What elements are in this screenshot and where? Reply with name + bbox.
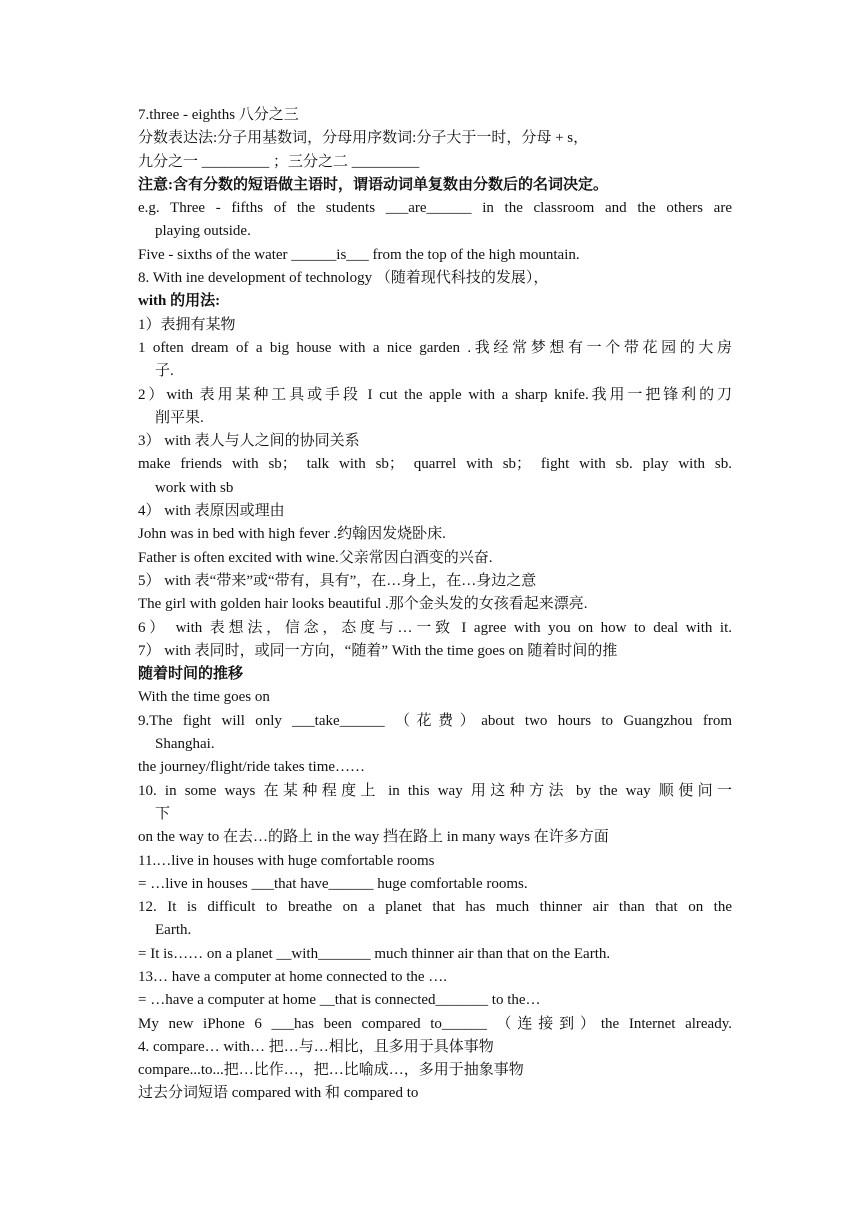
- text-line: compare...to...把…比作…，把…比喻成…，多用于抽象事物: [138, 1062, 524, 1079]
- text-line: 7.three - eighths 八分之三: [138, 107, 299, 123]
- text-line: on the way to 在去…的路上 in the way 挡在路上 in many ways 在许多方面: [138, 829, 609, 846]
- text-line: 11.…live in houses with huge comfortable rooms: [138, 852, 435, 869]
- text-line: 子.: [155, 363, 174, 380]
- text-line: make friends with sb； talk with sb； quarrel with sb； fight with sb. play with sb.: [138, 456, 732, 473]
- text-line: 13… have a computer at home connected to the ….: [138, 968, 448, 985]
- text-line: 削平果.: [155, 409, 204, 426]
- text-line: = It is…… on a planet __with_______ much thinner air than that on the Earth.: [138, 945, 611, 962]
- text-line: Five - sixths of the water ______is___ from the top of the high mountain.: [138, 246, 580, 263]
- text-line: 随着时间的推移: [138, 666, 244, 683]
- text-line: 下: [155, 805, 171, 822]
- text-line: work with sb: [155, 479, 234, 496]
- text-line: Father is often excited with wine.父亲常因白酒变的兴奋.: [138, 549, 493, 566]
- text-line: The girl with golden hair looks beautiful .那个金头发的女孩看起来漂亮.: [138, 596, 588, 613]
- text-line: = …have a computer at home __that is connected_______ to the…: [138, 992, 541, 1009]
- text-line: Shanghai.: [155, 736, 215, 753]
- text-line: 7） with 表同时，或同一方向，“随着” With the time goes on 随着时间的推: [138, 642, 618, 659]
- text-line: 2）with 表用某种工具或手段 I cut the apple with a sharp knife.我用一把锋利的刀: [138, 386, 732, 403]
- text-line: 3） with 表人与人之间的协同关系: [138, 433, 360, 450]
- text-line: Earth.: [155, 922, 192, 939]
- text-line: 注意:含有分数的短语做主语时，谓语动词单复数由分数后的名词决定。: [138, 176, 608, 193]
- text-line: 1 often dream of a big house with a nice garden .我经常梦想有一个带花园的大房: [138, 339, 732, 356]
- text-line: the journey/flight/ride takes time……: [138, 759, 366, 776]
- text-line: 过去分词短语 compared with 和 compared to: [138, 1085, 419, 1102]
- text-line: John was in bed with high fever .约翰因发烧卧床.: [138, 526, 446, 543]
- text-line: 分数表达法:分子用基数词，分母用序数词:分子大于一时，分母 + s，: [138, 130, 589, 147]
- text-line: e.g. Three - fifths of the students ___are______ in the classroom and the others are: [138, 200, 732, 217]
- text-line: 4. compare… with… 把…与…相比，且多用于具体事物: [138, 1038, 494, 1055]
- text-line: 9.The fight will only ___take______ （花费）about two hours to Guangzhou from: [138, 712, 732, 729]
- document-page: [138, 104, 732, 1106]
- text-line: = …live in houses ___that have______ huge comfortable rooms.: [138, 875, 528, 892]
- text-line: with 的用法:: [138, 293, 221, 310]
- text-line: playing outside.: [155, 223, 251, 240]
- text-line: 10. in some ways 在某种程度上 in this way 用这种方法 by the way 顺便问一: [138, 782, 732, 799]
- text-line: 1）表拥有某物: [138, 316, 236, 333]
- text-line: 12. It is difficult to breathe on a planet that has much thinner air than that on the: [138, 899, 732, 916]
- text-line: 6） with 表想法，信念，态度与…一致 I agree with you on how to deal with it.: [138, 619, 732, 636]
- text-line: 4） with 表原因或理由: [138, 503, 285, 520]
- text-line: With the time goes on: [138, 689, 270, 706]
- text-line: 九分之一 _________ ；三分之二 _________: [138, 153, 420, 170]
- text-line: 8. With ine development of technology （随着现代科技的发展），: [138, 270, 549, 287]
- text-line: My new iPhone 6 ___has been compared to______ （连接到）the Internet already.: [138, 1015, 732, 1032]
- text-line: 5） with 表“带来”或“带有，具有”，在…身上，在…身边之意: [138, 572, 537, 589]
